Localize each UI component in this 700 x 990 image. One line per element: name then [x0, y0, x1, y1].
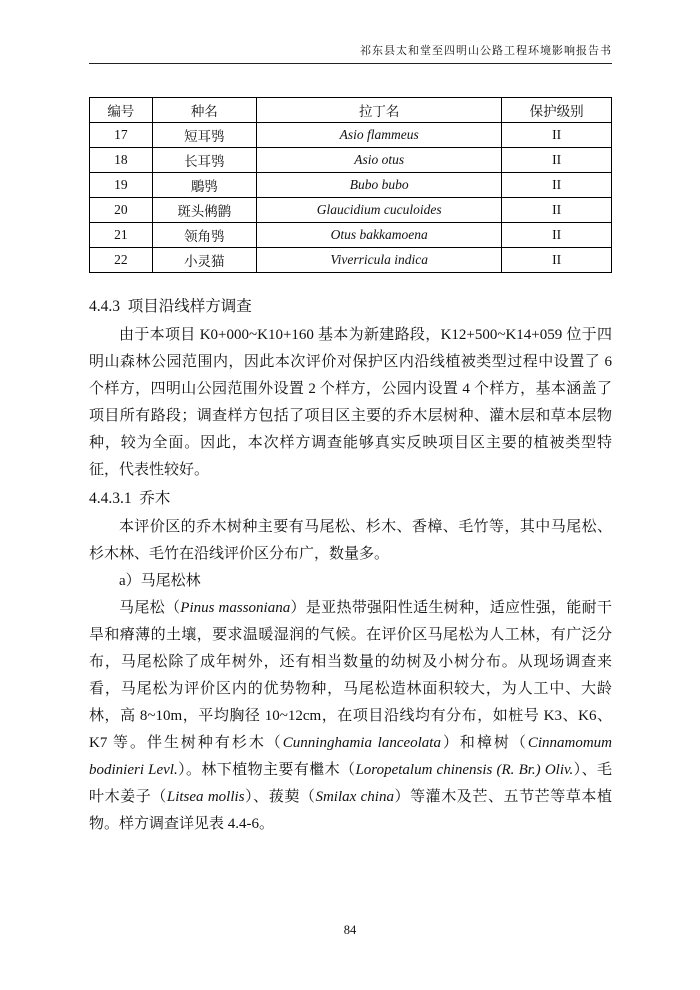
- cell-latin: Asio flammeus: [257, 123, 502, 148]
- section-heading-4-4-3: 4.4.3 项目沿线样方调查: [89, 298, 252, 315]
- cell-species: 小灵猫: [152, 248, 256, 273]
- cell-latin: Viverricula indica: [257, 248, 502, 273]
- cell-id: 20: [90, 198, 153, 223]
- table-row: [90, 223, 612, 248]
- cell-latin: Glaucidium cuculoides: [257, 198, 502, 223]
- column-header-latin: 拉丁名: [257, 98, 502, 123]
- cell-id: 21: [90, 223, 153, 248]
- report-title: 祁东县太和堂至四明山公路工程环境影响报告书: [360, 45, 612, 57]
- table-row: [90, 148, 612, 173]
- section-heading-4-4-3-1: 4.4.3.1 乔木: [89, 490, 171, 507]
- paragraph-survey-plots: 由于本项目 K0+000~K10+160 基本为新建路段，K12+500~K14+059 位于四明山森林公园范围内，因此本次评价对保护区内沿线植被类型过程中设置了 6 个样方，四明山公园范围外设置 2 个样方，公园内设置 4 个样方，基本涵盖了项目所有路段；调查样方包括了项目区主要的乔木层树种、灌木层和草本层物种，较为全面。因此，本次样方调查能够真实反映项目区主要的植被类型特征，代表性较好。: [89, 327, 612, 478]
- page-number: 84: [343, 923, 357, 937]
- cell-level: II: [502, 223, 612, 248]
- table-row: [90, 248, 612, 273]
- paragraph-masson-pine: 马尾松（Pinus massoniana）是亚热带强阳性适生树种，适应性强，能耐干旱和瘠薄的土壤，要求温暖湿润的气候。在评价区马尾松为人工林，有广泛分布，马尾松除了成年树外，还有相当数量的幼树及小树分布。从现场调查来看，马尾松为评价区内的优势物种，马尾松造林面积较大，为人工中、大龄林，高 8~10m，平均胸径 10~12cm，在项目沿线均有分布，如桩号 K3、K6、K7 等。伴生树种有杉木（Cunninghamia lanceolata）和樟树（Cinnamomum bodinieri Levl.）。林下植物主要有檵木（Loropetalum chinensis (R. Br.) Oliv.）、毛叶木姜子（Litsea mollis）、菝葜（Smilax china）等灌木及芒、五节芒等草本植物。样方调查详见表 4.4-6。: [89, 600, 612, 832]
- protected-species-table: [89, 97, 612, 273]
- page-footer: [0, 923, 700, 938]
- cell-species: 长耳鸮: [152, 148, 256, 173]
- cell-id: 22: [90, 248, 153, 273]
- cell-level: II: [502, 198, 612, 223]
- cell-level: II: [502, 123, 612, 148]
- column-header-species: 种名: [152, 98, 256, 123]
- cell-latin: Asio otus: [257, 148, 502, 173]
- cell-id: 19: [90, 173, 153, 198]
- cell-level: II: [502, 148, 612, 173]
- table-row: [90, 123, 612, 148]
- cell-species: 短耳鸮: [152, 123, 256, 148]
- cell-species: 领角鸮: [152, 223, 256, 248]
- column-header-level: 保护级别: [502, 98, 612, 123]
- column-header-id: 编号: [90, 98, 153, 123]
- cell-latin: Bubo bubo: [257, 173, 502, 198]
- subheading-masson-pine: a）马尾松林: [119, 573, 201, 589]
- table-header-row: [90, 98, 612, 123]
- cell-species: 斑头鸺鹠: [152, 198, 256, 223]
- cell-id: 17: [90, 123, 153, 148]
- document-body: [89, 295, 612, 838]
- cell-id: 18: [90, 148, 153, 173]
- cell-latin: Otus bakkamoena: [257, 223, 502, 248]
- cell-level: II: [502, 248, 612, 273]
- table-row: [90, 173, 612, 198]
- cell-species: 鵰鸮: [152, 173, 256, 198]
- cell-level: II: [502, 173, 612, 198]
- report-header: [89, 42, 612, 64]
- paragraph-tree-species: 本评价区的乔木树种主要有马尾松、杉木、香樟、毛竹等，其中马尾松、杉木林、毛竹在沿线评价区分布广，数量多。: [89, 519, 612, 562]
- table-row: [90, 198, 612, 223]
